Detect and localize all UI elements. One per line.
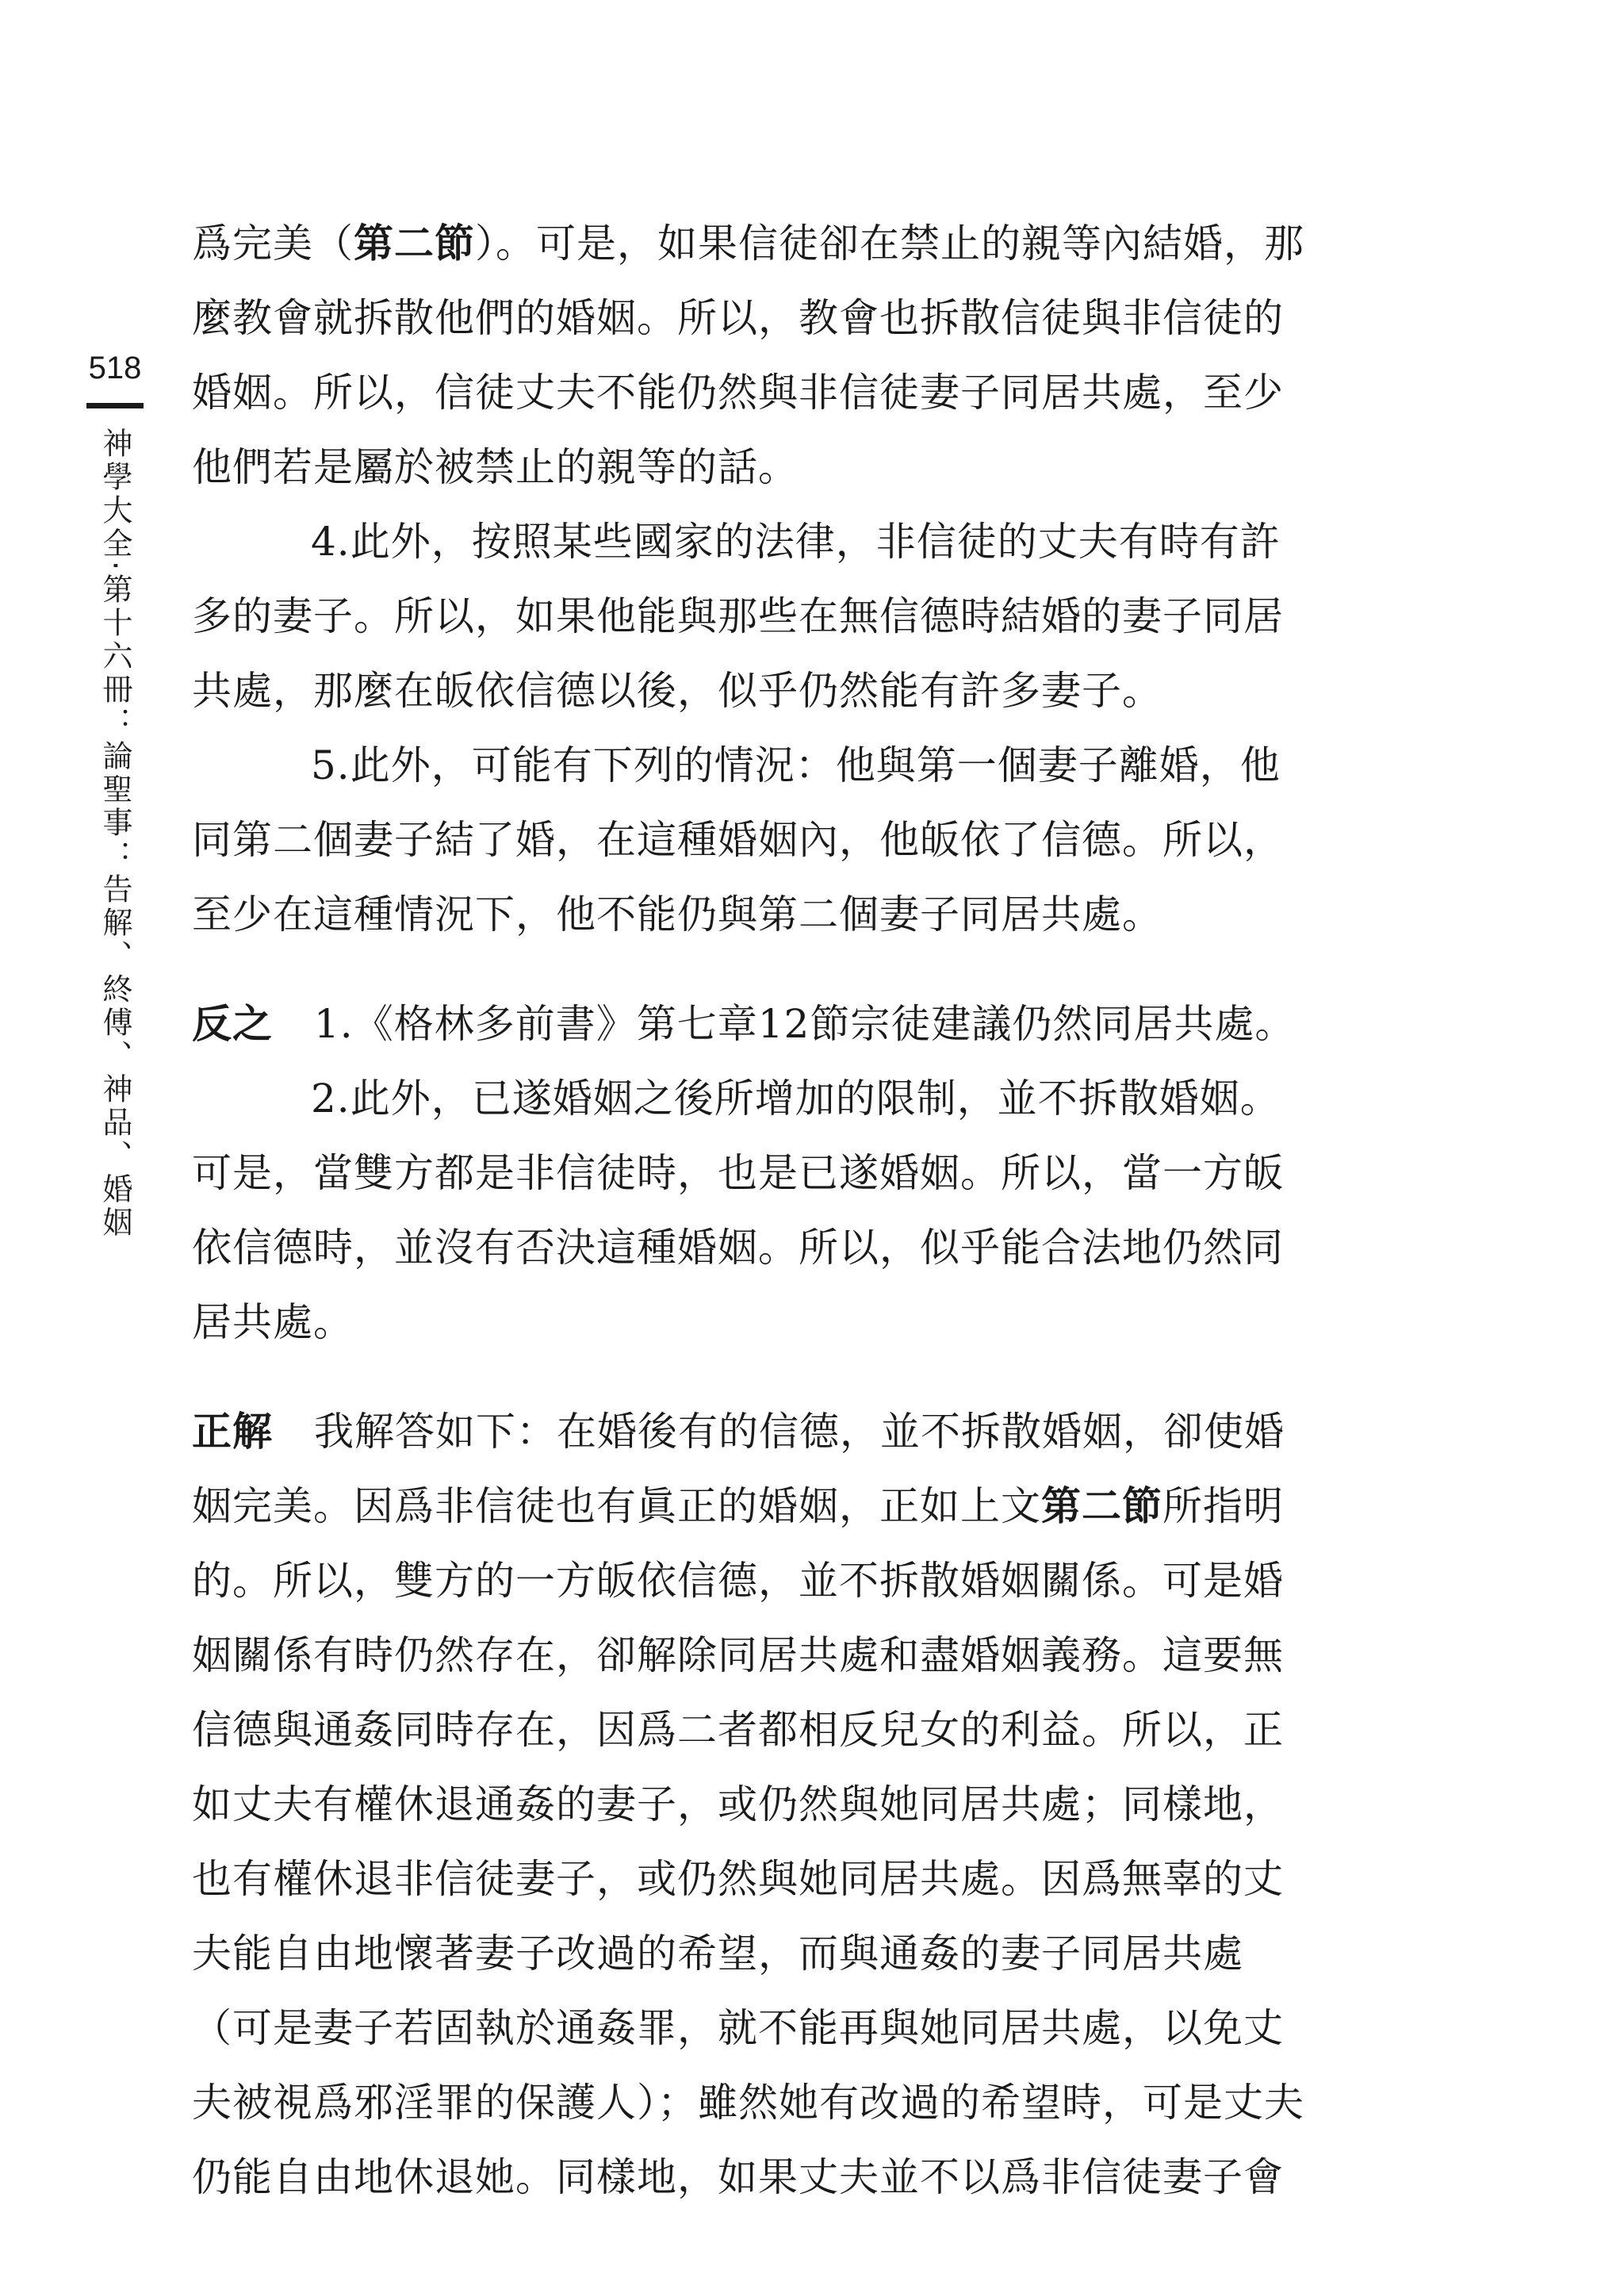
paragraph-6-text-b: 所指明的。所以，雙方的一方皈依信德，並不拆散婚姻關係。可是婚姻關係有時仍然存在，卻解除同居共處和盡婚姻義務。這要無信德與通姦同時存在，因爲二者都相反兒女的利益。所以，正如丈夫有權休退通姦的妻子，或仍然與她同居共處；同樣地，也有權休退非信徒妻子，或仍然與她同居共處。因爲無辜的丈夫能自由地懷著妻子改過的希望，而與通姦的妻子同居共處（可是妻子若固執於通姦罪，就不能再與她同居共處，以免丈夫被視爲邪淫罪的保護人）；雖然她有改過的希望時，可是丈夫仍能自由地休退她。同樣地，如果丈夫並不以爲非信徒妻子會 xyxy=(192,1483,1304,2200)
section-label-respondeo: 正解 xyxy=(192,1409,273,1455)
paragraph-6-text-a: 我解答如下：在婚後有的信德，並不拆散婚姻，卻使婚姻完美。因爲非信徒也有眞正的婚姻，正如上文 xyxy=(192,1409,1285,1529)
paragraph-3: 5.此外，可能有下列的情況：他與第一個妻子離婚，他同第二個妻子結了婚，在這種婚姻內，他皈依了信德。所以，至少在這種情況下，他不能仍與第二個妻子同居共處。 xyxy=(192,742,1284,938)
running-head: 神學大全‧第十六冊：論聖事：告解、終傅、神品、婚姻 xyxy=(98,428,132,1240)
paragraph-1 xyxy=(192,206,1318,504)
margin-rule xyxy=(86,403,144,408)
paragraph-6-bold-ref: 第二節 xyxy=(1041,1483,1162,1529)
paragraph-1-bold-ref: 第二節 xyxy=(354,220,475,266)
paragraph-2: 4.此外，按照某些國家的法律，非信徒的丈夫有時有許多的妻子。所以，如果他能與那些在無信德時結婚的妻子同居共處，那麼在皈依信德以後，似乎仍然能有許多妻子。 xyxy=(192,519,1284,714)
section-label-contra: 反之 xyxy=(192,1001,273,1047)
page-margin xyxy=(79,349,151,1240)
page-number: 518 xyxy=(88,351,142,385)
paragraph-1-text-a: 爲完美（ xyxy=(192,220,354,266)
paragraph-4 xyxy=(192,987,1318,1061)
paragraph-6 xyxy=(192,1394,1318,2214)
paragraph-4-text: 1.《格林多前書》第七章12節宗徒建議仍然同居共處。 xyxy=(314,1001,1296,1047)
body-text xyxy=(192,206,1318,2214)
paragraph-1-text-b: ）。可是，如果信徒卻在禁止的親等內結婚，那麼教會就拆散他們的婚姻。所以，教會也拆散信徒與非信徒的婚姻。所以，信徒丈夫不能仍然與非信徒妻子同居共處，至少他們若是屬於被禁止的親等的話。 xyxy=(192,220,1304,490)
paragraph-5: 2.此外，已遂婚姻之後所增加的限制，並不拆散婚姻。可是，當雙方都是非信徒時，也是已遂婚姻。所以，當一方皈依信德時，並沒有否決這種婚姻。所以，似乎能合法地仍然同居共處。 xyxy=(192,1076,1284,1345)
